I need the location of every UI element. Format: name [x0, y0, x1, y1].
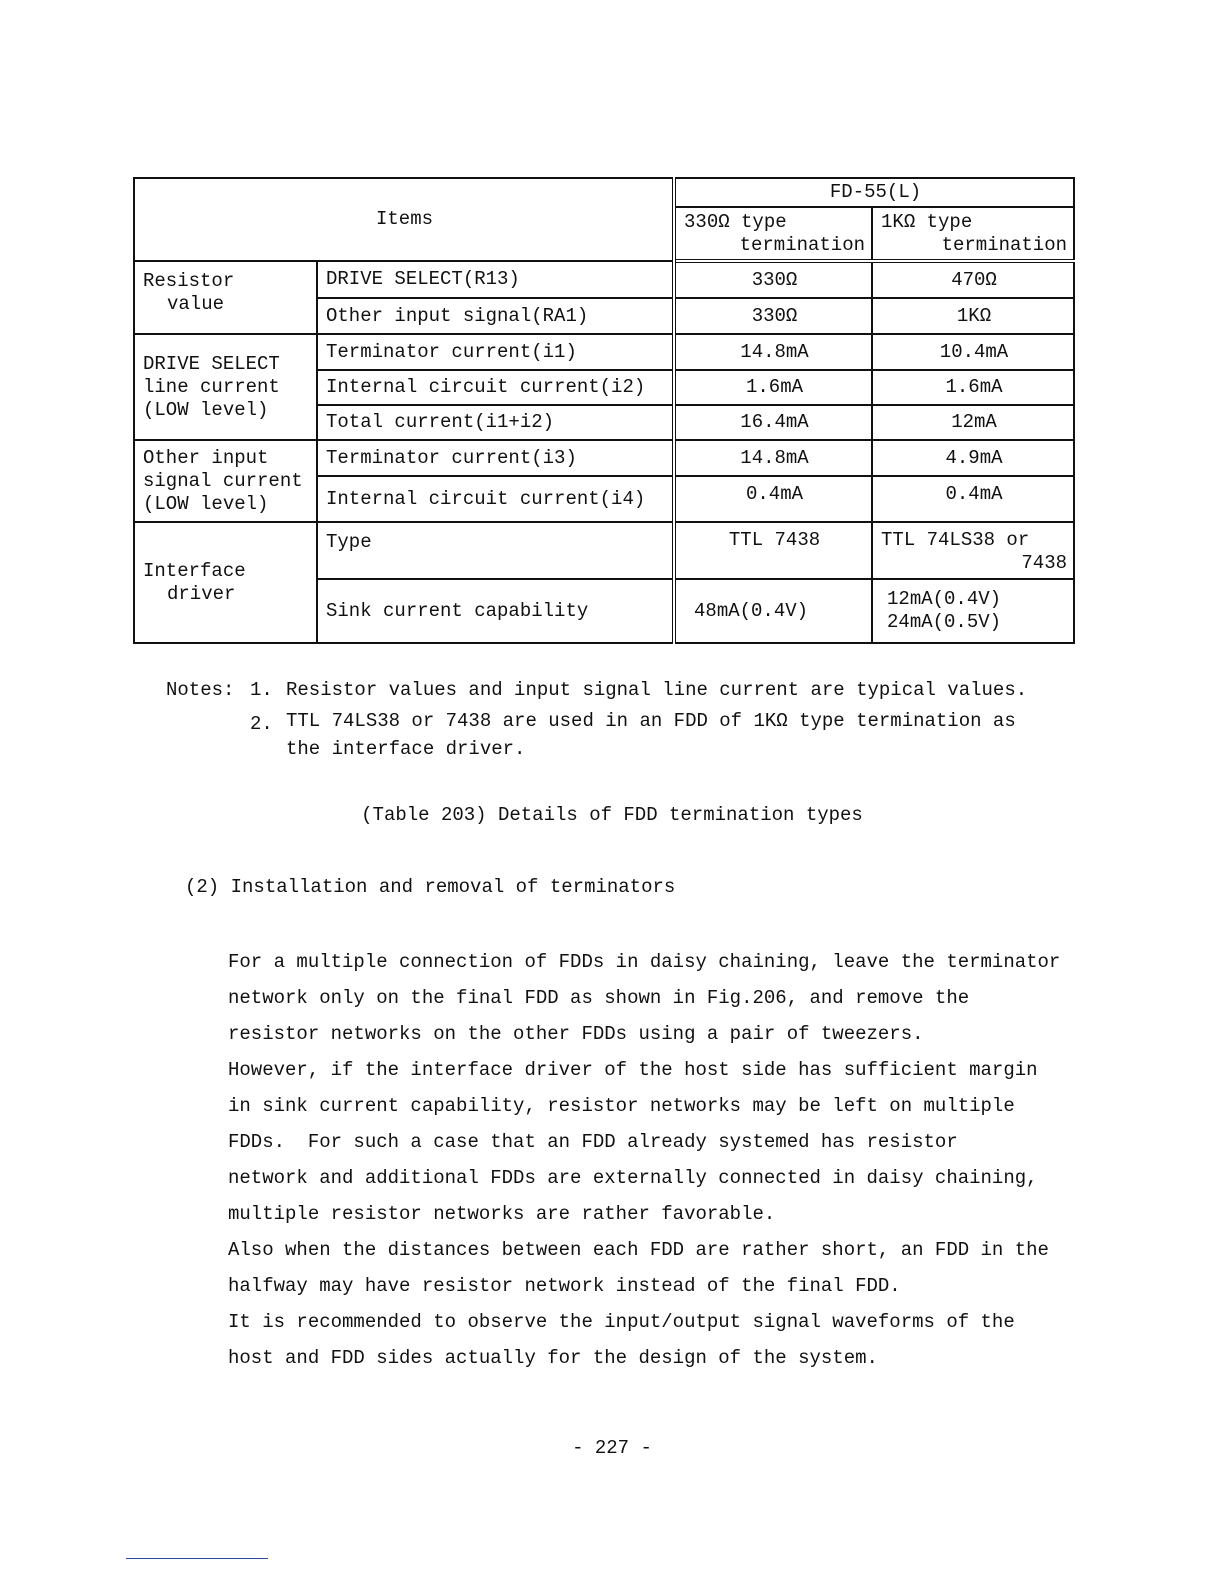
- table-cell-330: 330Ω: [674, 261, 872, 298]
- table-cell-330: 14.8mA: [674, 440, 872, 476]
- table-cell-330: 16.4mA: [674, 405, 872, 440]
- note-1: Notes: 1. Resistor values and input signal line current are typical values.: [166, 673, 1086, 707]
- body-paragraph: [228, 944, 1128, 1376]
- table-row-item: Other input signal(RA1): [317, 298, 674, 334]
- table-cell-1k: 12mA(0.4V) 24mA(0.5V): [872, 579, 1074, 643]
- group-label-other-input: Other input signal current (LOW level): [134, 440, 317, 522]
- body-line: resistor networks on the other FDDs using a pair of tweezers.: [228, 1023, 924, 1045]
- table-row-item: Sink current capability: [317, 579, 674, 643]
- table-cell-1k: 470Ω: [872, 261, 1074, 298]
- body-line: However, if the interface driver of the host side has sufficient margin: [228, 1059, 1038, 1081]
- table-row-item: Type: [317, 522, 674, 579]
- page-number: - 227 -: [572, 1437, 652, 1459]
- note-2: 2. TTL 74LS38 or 7438 are used in an FDD of 1KΩ type termination as the interface driver.: [250, 710, 1016, 760]
- col-330-header: 330Ω type termination: [674, 207, 872, 261]
- notes: [166, 673, 1086, 763]
- body-line: For a multiple connection of FDDs in daisy chaining, leave the terminator: [228, 951, 1061, 973]
- group-label-drive-select: DRIVE SELECT line current (LOW level): [134, 334, 317, 440]
- table-cell-330: 14.8mA: [674, 334, 872, 370]
- table-row-item: Internal circuit current(i4): [317, 476, 674, 522]
- items-header: Items: [134, 178, 674, 261]
- body-line: network and additional FDDs are externally connected in daisy chaining,: [228, 1167, 1038, 1189]
- table-cell-330: 330Ω: [674, 298, 872, 334]
- table-cell-1k: 10.4mA: [872, 334, 1074, 370]
- col-1k-header: 1KΩ type termination: [872, 207, 1074, 261]
- footnote-rule: [126, 1558, 268, 1559]
- table-cell-330: 1.6mA: [674, 370, 872, 405]
- body-line: multiple resistor networks are rather favorable.: [228, 1203, 776, 1225]
- table-row-item: Internal circuit current(i2): [317, 370, 674, 405]
- table-cell-1k: 1.6mA: [872, 370, 1074, 405]
- body-line: halfway may have resistor network instead of the final FDD.: [228, 1275, 901, 1297]
- table-cell-1k: TTL 74LS38 or 7438: [872, 522, 1074, 579]
- body-line: in sink current capability, resistor networks may be left on multiple: [228, 1095, 1015, 1117]
- model-header: FD-55(L): [674, 178, 1074, 207]
- body-line: network only on the final FDD as shown in Fig.206, and remove the: [228, 987, 970, 1009]
- table-cell-1k: 4.9mA: [872, 440, 1074, 476]
- body-line: It is recommended to observe the input/output signal waveforms of the: [228, 1311, 1015, 1333]
- table-cell-330: 48mA(0.4V): [674, 579, 872, 643]
- termination-table: [133, 177, 1075, 644]
- body-line: Also when the distances between each FDD are rather short, an FDD in the: [228, 1239, 1049, 1261]
- table-caption: (Table 203) Details of FDD termination types: [361, 804, 863, 826]
- notes-label: Notes:: [166, 679, 235, 701]
- table-cell-1k: 1KΩ: [872, 298, 1074, 334]
- table-cell-1k: 0.4mA: [872, 476, 1074, 522]
- section-title: (2) Installation and removal of terminators: [185, 876, 676, 898]
- group-label-interface: Interface driver: [134, 522, 317, 643]
- table-cell-1k: 12mA: [872, 405, 1074, 440]
- group-label-resistor: Resistor value: [134, 261, 317, 334]
- table-row-item: Total current(i1+i2): [317, 405, 674, 440]
- table-row-item: DRIVE SELECT(R13): [317, 261, 674, 298]
- table-cell-330: TTL 7438: [674, 522, 872, 579]
- table-row-item: Terminator current(i1): [317, 334, 674, 370]
- table-row-item: Terminator current(i3): [317, 440, 674, 476]
- body-line: host and FDD sides actually for the design of the system.: [228, 1347, 878, 1369]
- body-line: FDDs. For such a case that an FDD already systemed has resistor: [228, 1131, 958, 1153]
- table-cell-330: 0.4mA: [674, 476, 872, 522]
